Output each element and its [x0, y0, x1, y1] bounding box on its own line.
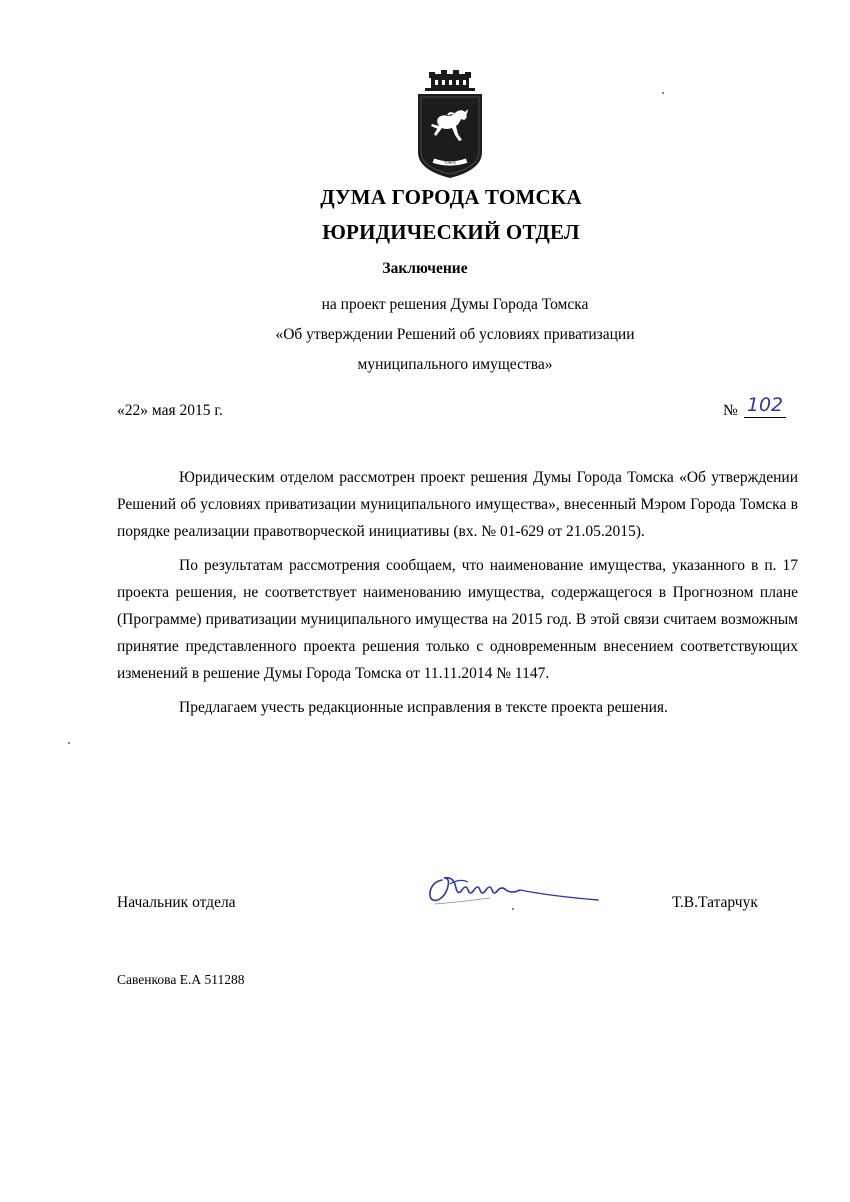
- subject-line-2: «Об утверждении Решений об условиях приватизации: [275, 326, 635, 343]
- body-paragraph: Юридическим отделом рассмотрен проект решения Думы Города Томска «Об утверждении Решений об условиях приватизации муниципального имущества», внесенный Мэром Города Томска в порядке реализации правотворческой инициативы (вх. № 01-629 от 21.05.2015).: [117, 469, 798, 541]
- signatory-title: Начальник отдела: [117, 894, 236, 911]
- document-body: [117, 464, 798, 727]
- department-title: ЮРИДИЧЕСКИЙ ОТДЕЛ: [322, 220, 580, 244]
- organization-title: ДУМА ГОРОДА ТОМСКА: [320, 185, 582, 209]
- scan-speck: [662, 92, 664, 94]
- body-paragraph: Предлагаем учесть редакционные исправления в тексте проекта решения.: [179, 698, 668, 716]
- subject-line-1: на проект решения Думы Города Томска: [321, 296, 589, 313]
- document-date: «22» мая 2015 г.: [117, 402, 223, 419]
- document-type: Заключение: [382, 260, 468, 277]
- signatory-name: Т.В.Татарчук: [672, 894, 758, 911]
- body-paragraph: По результатам рассмотрения сообщаем, что наименование имущества, указанного в п. 17 проекта решения, не соответствует наименованию имущества, содержащегося в Прогнозном плане (Программе) приватизации муниципального имущества на 2015 год. В этой связи считаем возможным принятие представленного проекта решения только с одновременным внесением соответствующих изменений в решение Думы Города Томска от 11.11.2014 № 1147.: [117, 556, 798, 683]
- number-label: №: [723, 402, 738, 419]
- subject-line-3: муниципального имущества»: [357, 356, 553, 373]
- document-number: 102: [744, 393, 786, 418]
- executor-contact: Савенкова Е.А 511288: [117, 972, 245, 987]
- emblem-motto: ТОМСК: [444, 161, 456, 165]
- scan-speck: [68, 742, 70, 744]
- tomsk-coat-of-arms-icon: [412, 68, 488, 186]
- handwritten-signature: [420, 860, 605, 920]
- scan-speck: [512, 908, 514, 910]
